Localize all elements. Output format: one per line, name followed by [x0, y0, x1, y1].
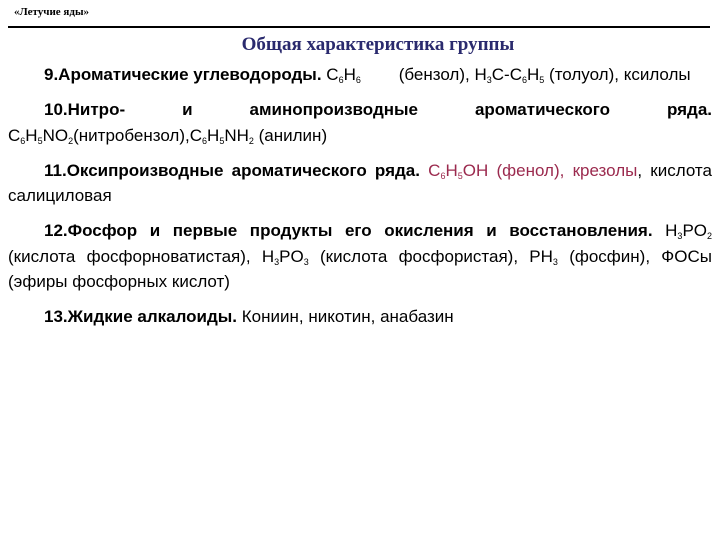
formula-phosphorous-acid: $H_3PO_3$ [261, 246, 309, 267]
compound-name: крезолы [572, 160, 638, 180]
item-heading: 12.Фосфор и первые продукты его окисления и восстановления. [44, 221, 653, 240]
item-13-liquid-alkaloids [8, 304, 712, 330]
formula-phosphine: $PH_3$ [529, 246, 558, 267]
header-divider [8, 26, 710, 28]
item-10-nitro-amino-derivatives [8, 97, 712, 148]
compound-name: (бензол), [398, 65, 470, 84]
formula-benzene: $C_6H_6$ [326, 65, 361, 85]
compound-name: (нитробензол), [73, 125, 190, 145]
compound-name: , кислота салициловая [8, 160, 712, 205]
compound-name: (кислота фосфористая), [319, 246, 519, 266]
slide-title: Общая характеристика группы [241, 34, 515, 55]
compound-name: (анилин) [258, 125, 328, 145]
compound-name: (толуол), ксилолы [549, 65, 691, 84]
formula-toluene: $H_3C-C_6H_5$ [474, 65, 545, 85]
formula-hypophosphorous-acid: $H_3PO_2$ [665, 221, 713, 241]
item-heading: 10.Нитро- и аминопроизводные ароматического ряда. [44, 100, 712, 119]
formula-phenol: $C_6H_5OH$ [428, 160, 489, 181]
item-heading: 13.Жидкие алкалоиды. [44, 307, 238, 326]
item-12-phosphorus [8, 218, 712, 295]
compound-name: (кислота фосфорноватистая), [8, 246, 251, 266]
item-heading: 11.Оксипроизводные ароматического ряда. [44, 160, 420, 180]
presentation-header-label: «Летучие яды» [14, 6, 90, 18]
formula-aniline: $C_6H_5NH_2$ [189, 125, 254, 146]
formula-nitrobenzene: $C_6H_5NO_2$ [8, 125, 74, 146]
item-11-oxy-derivatives [8, 158, 712, 209]
item-9-aromatic-hydrocarbons [8, 62, 712, 88]
item-heading: 9.Ароматические углеводороды. [44, 65, 322, 84]
compound-name: (фосфин), ФОСы (эфиры фосфорных кислот) [8, 246, 712, 291]
compound-name: Кониин, никотин, анабазин [241, 307, 454, 326]
slide-content [8, 62, 712, 339]
compound-name: (фенол), [496, 160, 565, 180]
